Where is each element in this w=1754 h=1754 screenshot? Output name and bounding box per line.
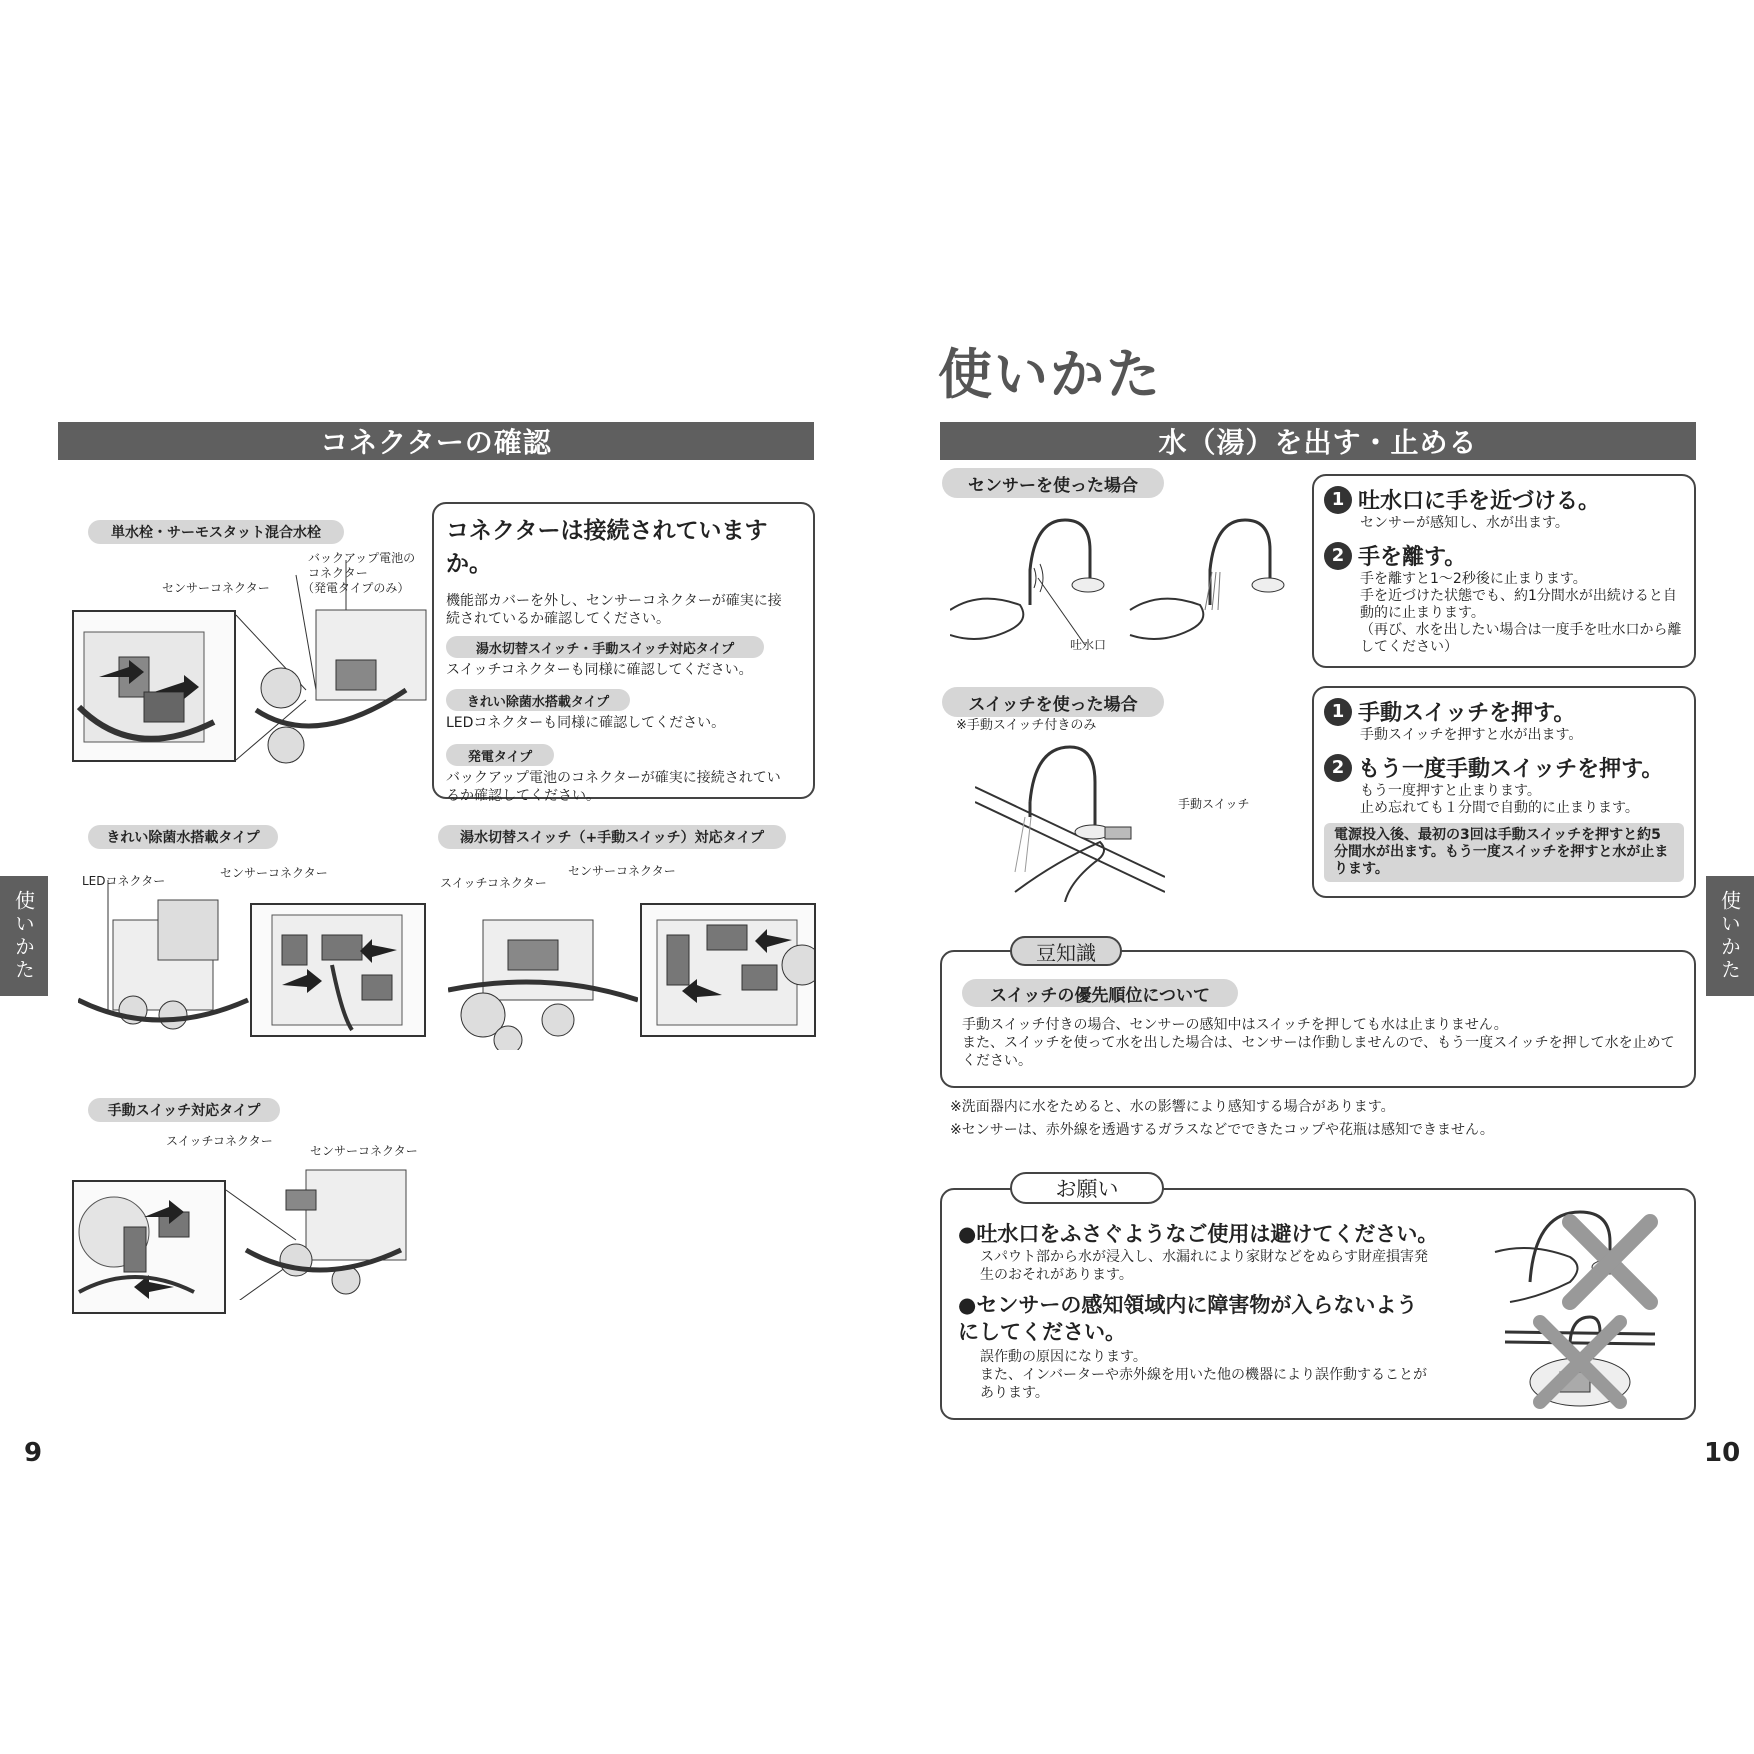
left-side-tab[interactable]: 使いかた — [0, 876, 48, 996]
sensor-step1-text: センサーが感知し、水が出ます。 — [1360, 515, 1569, 531]
switch-faucet-illustration — [448, 900, 638, 1050]
connector-detail-drawing — [74, 612, 234, 760]
switch-step1-text: 手動スイッチを押すと水が出ます。 — [1360, 727, 1583, 743]
request2-title: ●センサーの感知領域内に障害物が入らないようにしてください。 — [958, 1293, 1418, 1344]
connector-check-header: コネクターの確認 — [58, 422, 814, 460]
right-page-number: 10 — [1704, 1438, 1741, 1468]
tips-text-2: また、スイッチを使って水を出した場合は、センサーは作動しませんので、もう一度スイッチを押して水を止めてください。 — [962, 1035, 1675, 1069]
right-side-tab[interactable]: 使いかた — [1706, 876, 1754, 996]
switch-type-text: スイッチコネクターも同様に確認してください。 — [446, 662, 753, 678]
request2-text2: また、インバーターや赤外線を用いた他の機器により誤作動することがあります。 — [980, 1367, 1428, 1401]
connector-question-box — [432, 502, 815, 804]
power-on-notice: 電源投入後、最初の3回は手動スイッチを押すと約5分間水が出ます。もう一度スイッチを押すと水が止まります。 — [1324, 823, 1684, 882]
connector-detail-illustration — [72, 610, 236, 762]
led-connector-label: LEDコネクター — [82, 874, 166, 888]
spout-label: 吐水口 — [1070, 638, 1107, 652]
tips-tab: 豆知識 — [1010, 936, 1122, 966]
sensor-step2-heading — [1324, 540, 1684, 571]
manual-switch-detail-illustration — [72, 1180, 226, 1314]
page-title: 使いかた — [938, 343, 1162, 406]
manual-switch-label: 手動スイッチ — [1178, 797, 1250, 811]
step1-number-icon: 1 — [1324, 486, 1352, 514]
step1-number-icon-2: 1 — [1324, 698, 1352, 726]
sensor-connector-label-2: センサーコネクター — [220, 866, 328, 880]
switch-step2-text1: もう一度押すと止まります。 — [1360, 783, 1541, 799]
request-tab: お願い — [1010, 1172, 1164, 1204]
sensor-faucet-illustration — [950, 510, 1300, 660]
switch-step1-title: 手動スイッチを押す。 — [1358, 701, 1576, 726]
manual-switch-section-pill: 手動スイッチ対応タイプ — [88, 1098, 280, 1122]
step2-number-icon: 2 — [1324, 542, 1352, 570]
obstacle-in-sensor-illustration — [1500, 1312, 1660, 1412]
request1-text: スパウト部から水が浸入し、水漏れにより家財などをぬらす財産損害発生のおそれがあります。 — [980, 1249, 1428, 1283]
sensor-connector-label: センサーコネクター — [162, 581, 270, 595]
faucet-body-illustration — [236, 520, 436, 770]
tips-text-1: 手動スイッチ付きの場合、センサーの感知中はスイッチを押しても水は止まりません。 — [962, 1017, 1508, 1033]
sensor-step1-title: 吐水口に手を近づける。 — [1358, 489, 1601, 514]
switch-steps-box — [1312, 686, 1696, 898]
request1-title: ●吐水口をふさぐようなご使用は避けてください。 — [958, 1222, 1439, 1246]
generator-type-text: バックアップ電池のコネクターが確実に接続されているか確認してください。 — [446, 770, 781, 804]
switch-detail-drawing — [642, 905, 814, 1035]
sterilized-detail-drawing — [252, 905, 424, 1035]
generator-type-pill: 発電タイプ — [446, 744, 554, 766]
sterilized-detail-illustration — [250, 903, 426, 1037]
sterilized-section-pill: きれい除菌水搭載タイプ — [88, 825, 278, 849]
sensor-step2-text2: 手を近づけた状態でも、約1分間水が出続けると自動的に止まります。 — [1360, 588, 1677, 621]
switch-step2-text2: 止め忘れても１分間で自動的に止まります。 — [1360, 800, 1639, 816]
sensor-step2-text1: 手を離すと1～2秒後に止まります。 — [1360, 571, 1587, 587]
sterilized-water-text: LEDコネクターも同様に確認してください。 — [446, 715, 726, 731]
step2-number-icon-2: 2 — [1324, 754, 1352, 782]
blocked-spout-illustration — [1490, 1202, 1670, 1312]
switch-usage-pill: スイッチを使った場合 — [942, 687, 1164, 717]
question-title: コネクターは接続されていますか。 — [446, 518, 768, 577]
question-text: 機能部カバーを外し、センサーコネクターが確実に接続されているか確認してください。 — [446, 593, 782, 627]
switch-step2-heading — [1324, 752, 1684, 783]
battery-connector-label-3: （発電タイプのみ） — [302, 581, 410, 595]
sensor-steps-box — [1312, 474, 1696, 668]
switch-connector-label: スイッチコネクター — [440, 876, 547, 890]
switch-type-pill: 湯水切替スイッチ・手動スイッチ対応タイプ — [446, 636, 764, 658]
switch-priority-pill: スイッチの優先順位について — [962, 979, 1238, 1007]
switch-step1-heading — [1324, 696, 1684, 727]
manual-switch-detail-drawing — [74, 1182, 224, 1312]
water-on-off-header: 水（湯）を出す・止める — [940, 422, 1696, 460]
switch-step2-title: もう一度手動スイッチを押す。 — [1358, 757, 1664, 782]
manual-switch-faucet-illustration — [226, 1150, 416, 1300]
sterilized-water-pill: きれい除菌水搭載タイプ — [446, 689, 630, 711]
switch-connector-label-2: スイッチコネクター — [166, 1134, 273, 1148]
battery-connector-label-1: バックアップ電池の — [308, 551, 416, 565]
sensor-usage-pill: センサーを使った場合 — [942, 468, 1164, 498]
request2-text1: 誤作動の原因になります。 — [980, 1349, 1147, 1365]
single-faucet-pill: 単水栓・サーモスタット混合水栓 — [88, 520, 344, 544]
sterilized-faucet-illustration — [78, 880, 258, 1030]
hot-cold-switch-pill: 湯水切替スイッチ（+手動スイッチ）対応タイプ — [438, 825, 786, 849]
switch-only-note: ※手動スイッチ付きのみ — [956, 718, 1097, 733]
left-page-number: 9 — [24, 1438, 43, 1468]
note-basin: ※洗面器内に水をためると、水の影響により感知する場合があります。 — [950, 1099, 1395, 1115]
sensor-connector-label-4: センサーコネクター — [310, 1144, 418, 1158]
battery-connector-label-2: コネクター — [308, 566, 368, 580]
switch-detail-illustration — [640, 903, 816, 1037]
sensor-step2-title: 手を離す。 — [1358, 545, 1467, 570]
sensor-step2-text3: （再び、水を出したい場合は一度手を吐水口から離してください） — [1360, 622, 1682, 655]
sensor-connector-label-3: センサーコネクター — [568, 864, 676, 878]
sensor-step1-heading — [1324, 484, 1684, 515]
note-glass: ※センサーは、赤外線を透過するガラスなどでできたコップや花瓶は感知できません。 — [950, 1122, 1494, 1138]
manual-switch-faucet-drawing — [975, 742, 1165, 902]
